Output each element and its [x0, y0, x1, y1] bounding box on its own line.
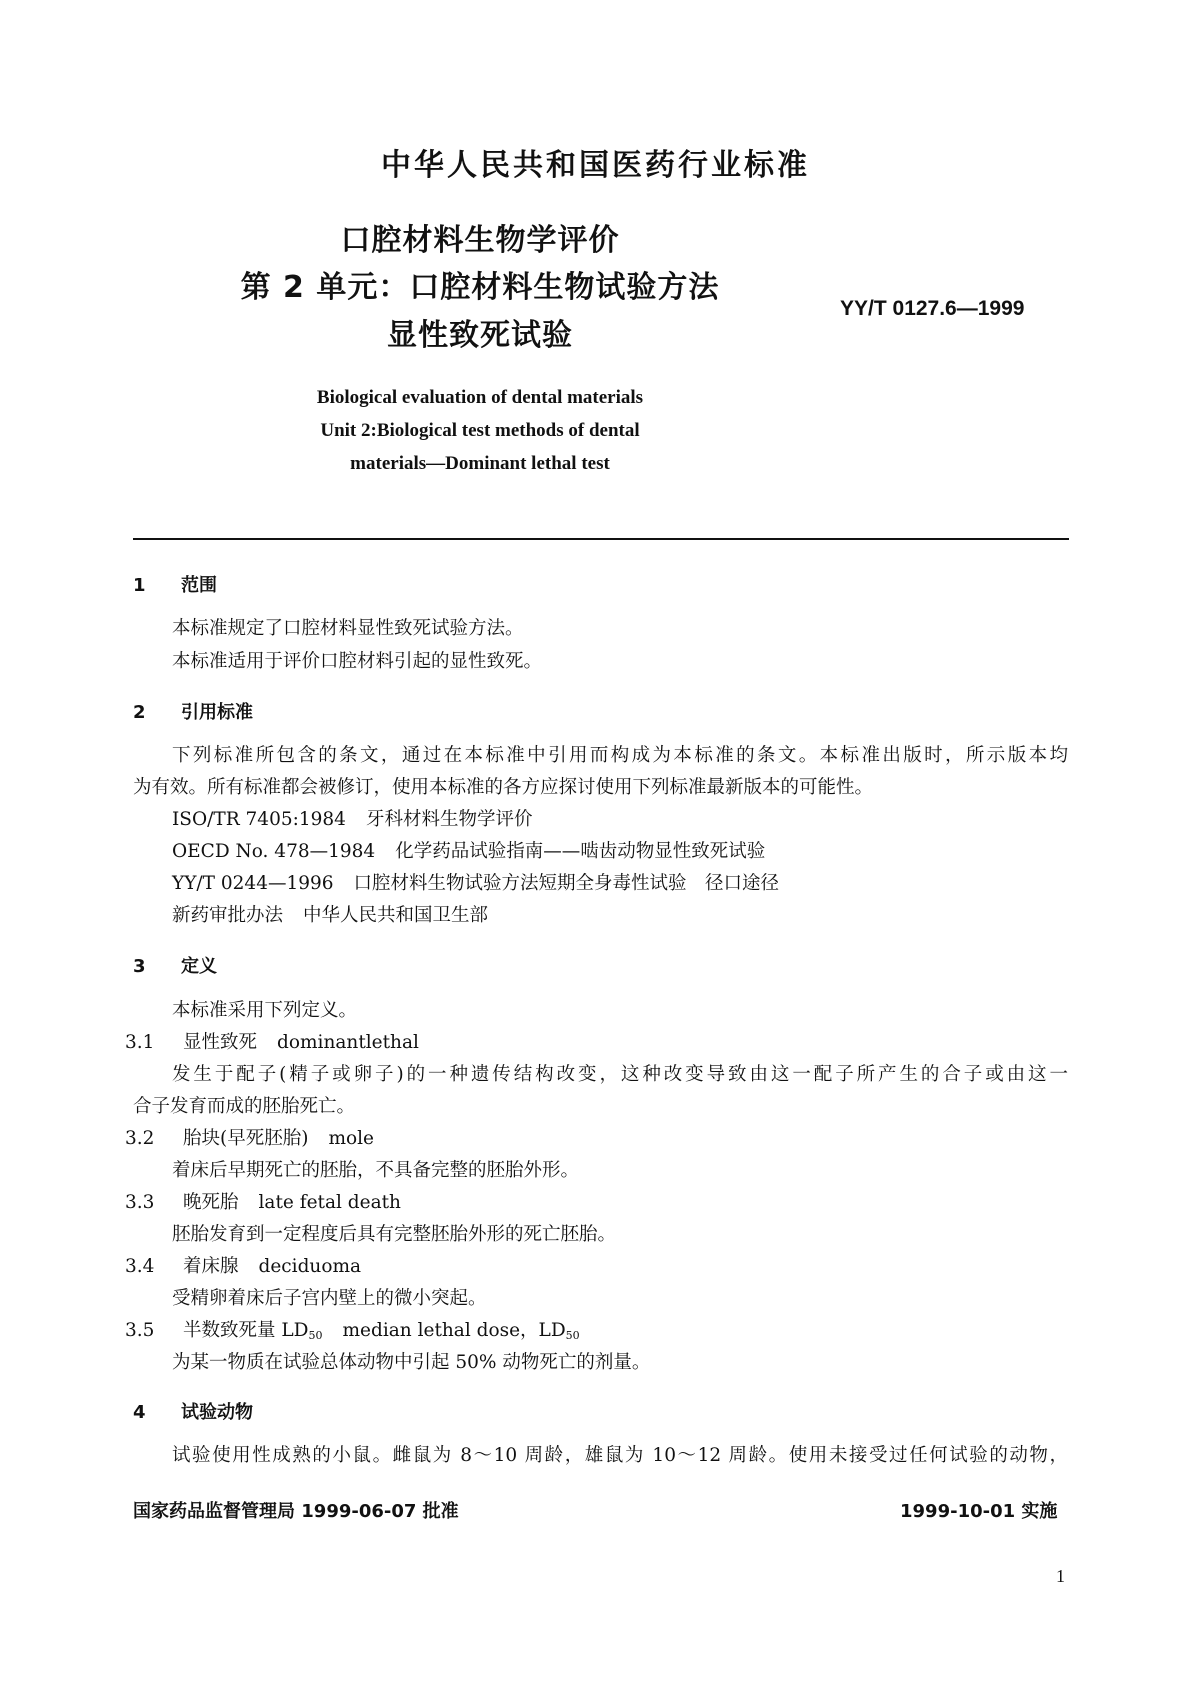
title-cn-line-3: 显性致死试验: [387, 318, 573, 353]
definition-number: 3.3: [125, 1192, 155, 1213]
definition-term-en: median lethal dose，LD: [342, 1320, 566, 1341]
reference-item: [172, 807, 532, 833]
definition-term-en-subscript: 50: [565, 1329, 580, 1342]
definition-term: 半数致死量 LD: [183, 1320, 309, 1341]
page-number: 1: [1056, 1566, 1065, 1586]
s2-paragraph-line-1: 下列标准所包含的条文，通过在本标准中引用而构成为本标准的条文。本标准出版时，所示版本均: [172, 745, 1068, 766]
title-cn-line-2: 第 2 单元：口腔材料生物试验方法: [240, 270, 720, 305]
section-number: 4: [133, 1402, 146, 1423]
effective-date: 1999-10-01 实施: [900, 1501, 1058, 1522]
section-4-heading: [133, 1400, 253, 1426]
section-1-heading: [133, 573, 217, 599]
section-number: 2: [133, 702, 146, 723]
definition-3-1-text-line-2: 合子发育而成的胚胎死亡。: [133, 1096, 356, 1117]
definition-term: 胎块(早死胚胎): [183, 1128, 309, 1149]
definition-3-2-text: 着床后早期死亡的胚胎，不具备完整的胚胎外形。: [172, 1160, 580, 1181]
section-number: 1: [133, 575, 146, 596]
s4-paragraph-line-1: 试验使用性成熟的小鼠。雌鼠为 8～10 周龄，雄鼠为 10～12 周龄。使用未接受过任何试验的动物，: [172, 1445, 1068, 1466]
definition-3-3: [125, 1190, 401, 1216]
section-title: 引用标准: [181, 702, 253, 723]
definition-number: 3.1: [125, 1032, 155, 1053]
definition-number: 3.5: [125, 1320, 155, 1341]
definition-3-1-text-line-1: 发生于配子(精子或卵子)的一种遗传结构改变，这种改变导致由这一配子所产生的合子或由这一: [172, 1064, 1068, 1085]
definition-number: 3.2: [125, 1128, 155, 1149]
definition-term: 着床腺: [183, 1256, 239, 1277]
definition-3-3-text: 胚胎发育到一定程度后具有完整胚胎外形的死亡胚胎。: [172, 1224, 617, 1245]
reference-code: ISO/TR 7405:1984: [172, 809, 346, 830]
definition-3-4-text: 受精卵着床后子宫内壁上的微小突起。: [172, 1288, 487, 1309]
title-divider: [133, 538, 1069, 540]
title-en-line-1: Biological evaluation of dental materials: [316, 387, 644, 408]
section-number: 3: [133, 956, 146, 977]
section-title: 定义: [181, 956, 217, 977]
definition-term-en: mole: [328, 1128, 374, 1149]
section-2-heading: [133, 700, 253, 726]
section-title: 试验动物: [181, 1402, 253, 1423]
reference-title: 口腔材料生物试验方法短期全身毒性试验 径口途径: [353, 873, 780, 894]
definition-term: 晚死胎: [183, 1192, 239, 1213]
definition-3-4: [125, 1254, 361, 1280]
reference-item: [172, 871, 779, 897]
title-cn-line-1: 口腔材料生物学评价: [340, 223, 620, 258]
reference-item: [172, 903, 488, 929]
reference-title: 化学药品试验指南——啮齿动物显性致死试验: [395, 841, 766, 862]
reference-code: 新药审批办法: [172, 905, 284, 926]
reference-code: OECD No. 478—1984: [172, 841, 376, 862]
title-en-line-2: Unit 2:Biological test methods of dental: [320, 420, 640, 441]
reference-code: YY/T 0244—1996: [172, 873, 334, 894]
definition-3-5-text: 为某一物质在试验总体动物中引起 50% 动物死亡的剂量。: [172, 1352, 651, 1373]
definition-number: 3.4: [125, 1256, 155, 1277]
section-title: 范围: [181, 575, 217, 596]
definition-term-en: dominantlethal: [277, 1032, 419, 1053]
definition-3-2: [125, 1126, 374, 1152]
standard-category-header: 中华人民共和国医药行业标准: [381, 148, 810, 183]
title-en-line-3: materials—Dominant lethal test: [350, 453, 610, 474]
s1-paragraph-1: 本标准规定了口腔材料显性致死试验方法。: [172, 618, 524, 639]
reference-title: 中华人民共和国卫生部: [303, 905, 489, 926]
definition-term: 显性致死: [183, 1032, 258, 1053]
s3-intro: 本标准采用下列定义。: [172, 1000, 358, 1021]
s1-paragraph-2: 本标准适用于评价口腔材料引起的显性致死。: [172, 651, 543, 672]
definition-term-subscript: 50: [308, 1329, 323, 1342]
definition-3-5: [125, 1318, 580, 1349]
reference-title: 牙科材料生物学评价: [365, 809, 533, 830]
reference-item: [172, 839, 765, 865]
s2-paragraph-line-2: 为有效。所有标准都会被修订，使用本标准的各方应探讨使用下列标准最新版本的可能性。: [133, 777, 874, 798]
definition-term-en: deciduoma: [258, 1256, 362, 1277]
definition-3-1: [125, 1030, 419, 1056]
standard-code: YY/T 0127.6—1999: [840, 297, 1025, 320]
approval-info: 国家药品监督管理局 1999-06-07 批准: [133, 1501, 459, 1522]
section-3-heading: [133, 954, 217, 980]
definition-term-en: late fetal death: [258, 1192, 401, 1213]
